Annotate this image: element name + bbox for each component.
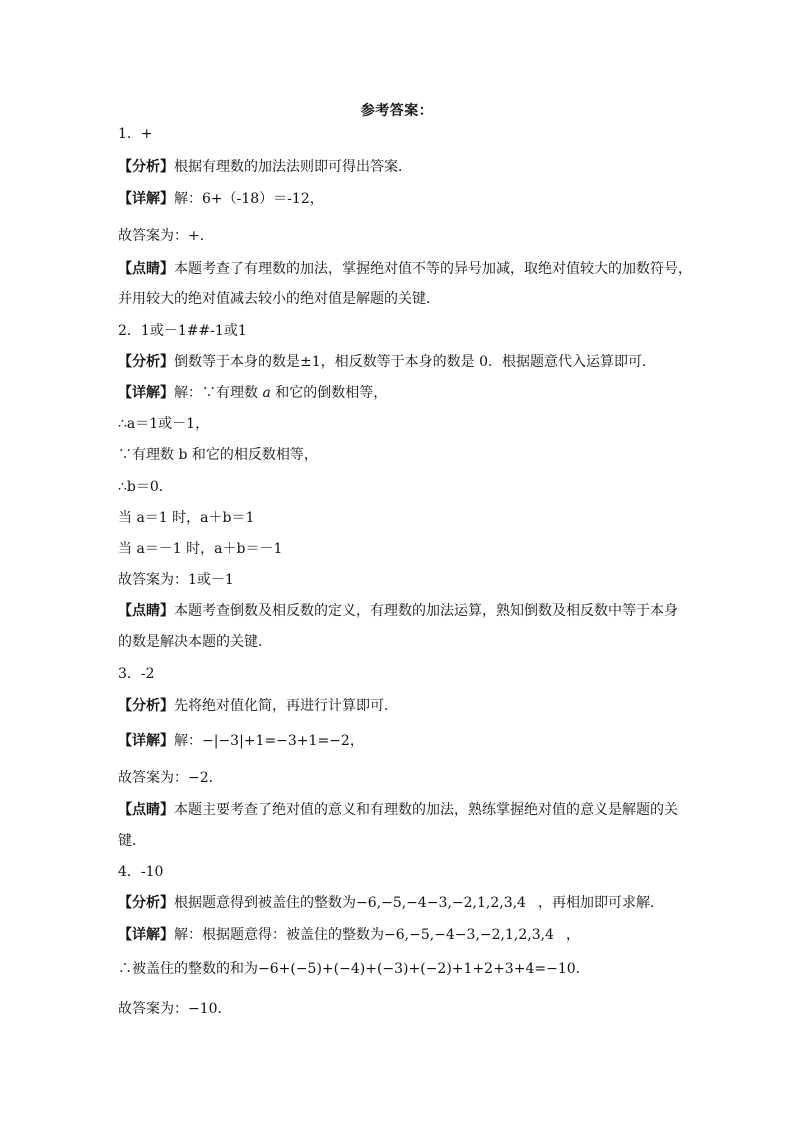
q4-sum-post: ． [575,961,590,977]
q1-comment-1 [118,260,692,278]
q4-detail-math: −6,−5,−4−3,−2,1,2,3,4 [384,927,554,943]
q4-detail [118,926,688,944]
q3-number: 3．-2 [118,666,155,682]
q2-analysis [118,353,688,371]
q3-detail-post: ， [349,733,364,749]
detail-tag: 【详解】 [118,927,174,943]
q2-detail-var: a [262,385,271,401]
analysis-tag: 【分析】 [118,159,174,175]
q4-sum [118,960,688,978]
q3-detail-pre: 解： [174,733,202,749]
page-title: 参考答案： [360,103,434,119]
q1-detail-text: 解：6+（-18）＝-12， [174,191,324,207]
comment-tag: 【点睛】 [118,603,174,619]
q2-step-4: 当 a＝1 时，a＋b＝1 [118,510,255,526]
q3-detail [118,732,688,750]
q2-comment-1 [118,602,688,620]
q4-analysis [118,894,688,912]
q2-step-3: ∴b＝0． [118,479,173,495]
q4-detail-pre: 解：根据题意得：被盖住的整数为 [174,927,384,943]
q4-number: 4．-10 [118,864,164,880]
q2-answer: 故答案为：1或－1 [118,572,234,588]
q2-detail [118,384,688,402]
comment-tag: 【点睛】 [118,802,174,818]
q2-step-1: ∴a＝1或－1， [118,416,210,432]
q1-comment-2: 并用较大的绝对值减去较小的绝对值是解题的关键． [118,291,440,307]
q1-comment-text-1: 本题考查了有理数的加法，掌握绝对值不等的异号加减，取绝对值较大的加数符号， [174,261,692,277]
detail-tag: 【详解】 [118,733,174,749]
q3-detail-math: −|−3|+1=−3+1=−2 [202,733,350,749]
q3-comment-text-1: 本题主要考查了绝对值的意义和有理数的加法，熟练掌握绝对值的意义是解题的关 [174,802,678,818]
q4-analysis-post: ，再相加即可求解． [537,895,664,911]
q1-analysis-text: 根据有理数的加法法则即可得出答案． [174,159,412,175]
q2-step-2: ∵有理数 b 和它的相反数相等， [118,447,318,463]
q4-sum-math: −6+(−5)+(−4)+(−3)+(−2)+1+2+3+4=−10 [258,961,576,977]
q2-detail-post: 和它的倒数相等， [270,385,388,401]
analysis-tag: 【分析】 [118,354,174,370]
q1-number: 1．+ [118,126,153,142]
q1-detail [118,190,688,208]
q2-step-5: 当 a＝－1 时，a＋b＝－1 [118,541,283,557]
comment-tag: 【点睛】 [118,261,174,277]
q2-number: 2．1或－1##-1或1 [118,323,247,339]
q4-sum-pre: ∴被盖住的整数的和为 [118,961,258,977]
q4-answer: 故答案为：−10． [118,1001,232,1017]
q4-analysis-pre: 根据题意得到被盖住的整数为 [174,895,356,911]
detail-tag: 【详解】 [118,191,174,207]
detail-tag: 【详解】 [118,385,174,401]
q1-analysis [118,158,688,176]
q4-analysis-math: −6,−5,−4−3,−2,1,2,3,4 [356,895,526,911]
q2-comment-text-1: 本题考查倒数及相反数的定义，有理数的加法运算，熟知倒数及相反数中等于本身 [174,603,678,619]
q2-analysis-text: 倒数等于本身的数是±1，相反数等于本身的数是 0．根据题意代入运算即可． [174,354,656,370]
analysis-tag: 【分析】 [118,895,174,911]
q2-detail-pre: 解：∵有理数 [174,385,263,401]
q2-comment-2: 的数是解决本题的关键． [118,634,272,650]
q3-answer: 故答案为：−2． [118,770,223,786]
q3-analysis-text: 先将绝对值化简，再进行计算即可． [174,698,398,714]
q3-analysis [118,697,688,715]
q4-detail-post: ， [565,927,580,943]
q1-answer: 故答案为：+． [118,228,214,244]
q3-comment-2: 键． [118,833,146,849]
q3-comment-1 [118,801,688,819]
analysis-tag: 【分析】 [118,698,174,714]
